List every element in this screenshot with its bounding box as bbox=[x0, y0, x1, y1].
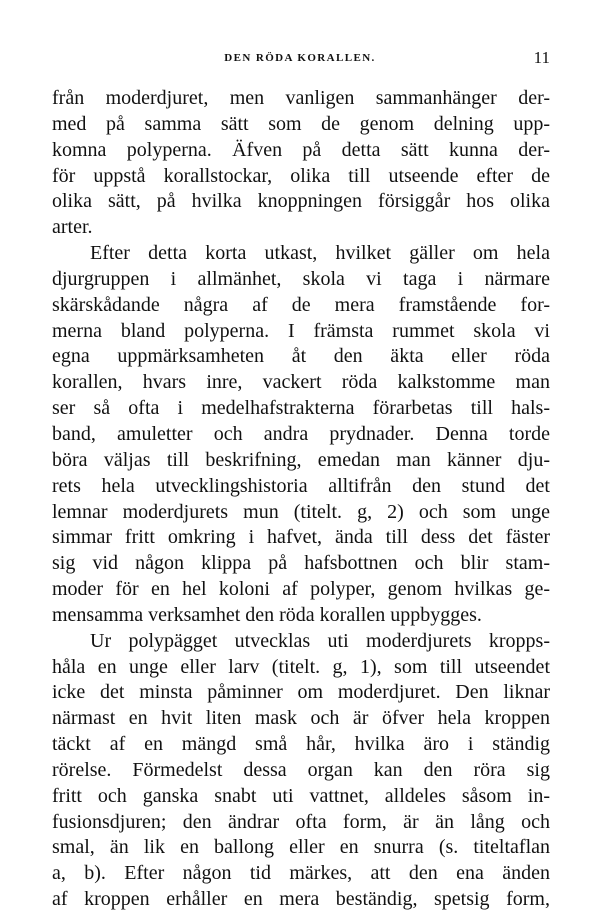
text-line: rets hela utvecklingshistoria alltifrån den stund det bbox=[52, 474, 550, 497]
text-line: skärskådande några af de mera framstående for- bbox=[52, 293, 550, 316]
text-line: smal, än lik en ballong eller en snurra (s. titeltaflan bbox=[52, 836, 550, 859]
text-line: icke det minsta påminner om moderdjuret. Den liknar bbox=[52, 681, 550, 704]
text-line: arter. bbox=[52, 216, 93, 239]
text-line: med på samma sätt som de genom delning upp- bbox=[52, 112, 550, 135]
text-line: täckt af en mängd små hår, hvilka äro i ständig bbox=[52, 733, 550, 756]
text-line: band, amuletter och andra prydnader. Denna torde bbox=[52, 422, 550, 445]
text-line: ser så ofta i medelhafstrakterna förarbetas till hals- bbox=[52, 397, 550, 420]
body-text bbox=[52, 86, 550, 913]
text-line: håla en unge eller larv (titelt. g, 1), som till utseendet bbox=[52, 655, 550, 678]
text-line: böra väljas till beskrifning, emedan man känner dju- bbox=[52, 448, 550, 471]
running-head bbox=[40, 48, 560, 70]
text-line: för uppstå korallstockar, olika till utseende efter de bbox=[52, 164, 550, 187]
text-line: närmast en hvit liten mask och är öfver hela kroppen bbox=[52, 707, 550, 730]
text-line: a, b). Efter någon tid märkes, att den ena änden bbox=[52, 862, 550, 885]
text-line: olika sätt, på hvilka knoppningen försiggår hos olika bbox=[52, 190, 550, 213]
text-line: simmar fritt omkring i hafvet, ända till dess det fäster bbox=[52, 526, 550, 549]
running-title: DEN RÖDA KORALLEN. bbox=[224, 52, 376, 64]
text-line: fritt och ganska snabt uti vattnet, alldeles såsom in- bbox=[52, 784, 550, 807]
text-line: Efter detta korta utkast, hvilket gäller om hela bbox=[90, 242, 550, 265]
text-line: egna uppmärksamheten åt den äkta eller röda bbox=[52, 345, 550, 368]
text-line: från moderdjuret, men vanligen sammanhänger der- bbox=[52, 87, 550, 109]
text-line: rörelse. Förmedelst dessa organ kan den röra sig bbox=[52, 758, 550, 781]
text-line: Ur polypägget utvecklas uti moderdjurets kropps- bbox=[90, 629, 550, 652]
text-line: komna polyperna. Äfven på detta sätt kunna der- bbox=[52, 138, 550, 161]
text-line: korallen, hvars inre, vackert röda kalkstomme man bbox=[52, 371, 550, 394]
text-line: sig vid någon klippa på hafsbottnen och blir stam- bbox=[52, 552, 550, 575]
text-line: djurgruppen i allmänhet, skola vi taga i närmare bbox=[52, 267, 550, 290]
text-line: mensamma verksamhet den röda korallen uppbygges. bbox=[52, 603, 482, 626]
text-line: af kroppen erhåller en mera beständig, spetsig form, bbox=[52, 888, 550, 911]
text-line: moder för en hel koloni af polyper, genom hvilkas ge- bbox=[52, 578, 550, 601]
text-line: lemnar moderdjurets mun (titelt. g, 2) och som unge bbox=[52, 500, 550, 523]
text-line: fusionsdjuren; den ändrar ofta form, är än lång och bbox=[52, 810, 550, 833]
text-line: merna bland polyperna. I främsta rummet skola vi bbox=[52, 319, 550, 342]
page-number: 11 bbox=[533, 48, 550, 67]
